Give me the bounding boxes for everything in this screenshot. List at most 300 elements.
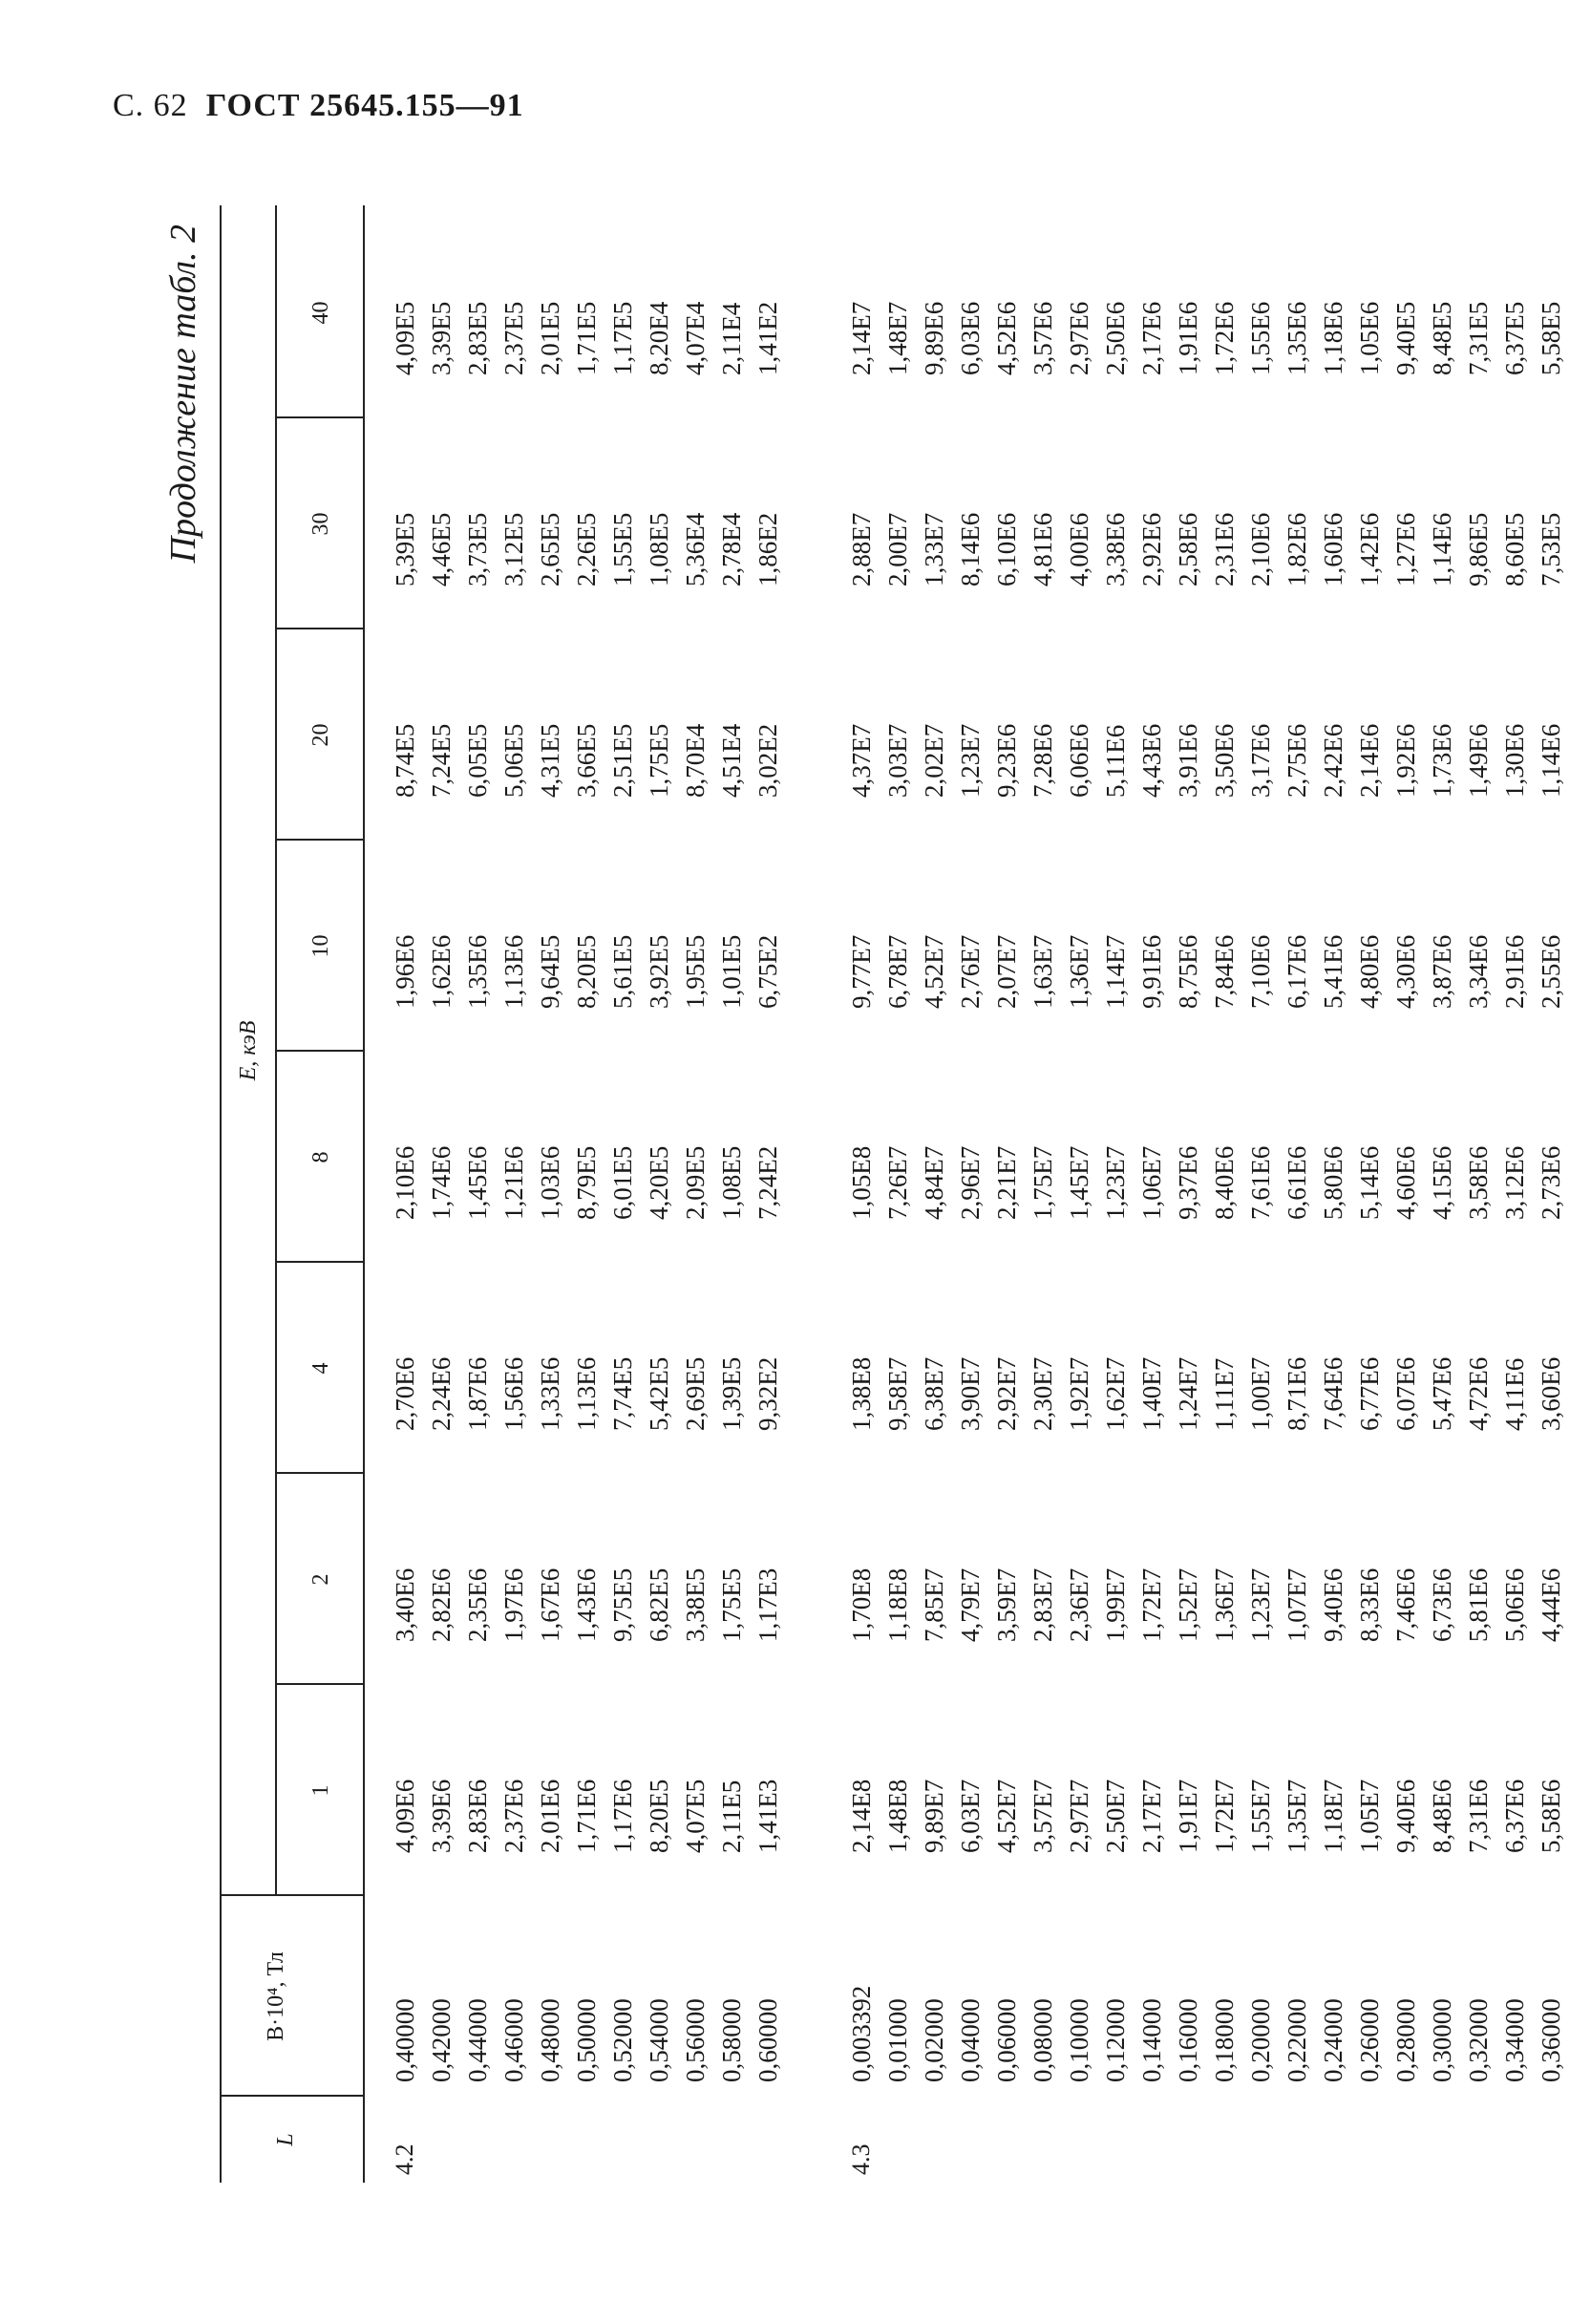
cell-value: 5,36E4 (681, 512, 710, 586)
cell-value: 9,40E5 (1391, 301, 1420, 375)
cell-value: 7,24E2 (753, 1145, 782, 1220)
cell-B: 0,52000 (608, 1998, 637, 2082)
cell-value: 1,40E7 (1137, 1356, 1166, 1431)
cell-value: 6,37E5 (1500, 301, 1529, 375)
cell-value: 1,72E7 (1210, 1779, 1239, 1853)
cell-value: 1,63E7 (1028, 934, 1057, 1009)
energy-header: 2 (308, 1573, 333, 1586)
cell-value: 5,06E6 (1500, 1567, 1529, 1642)
cell-value: 2,42E6 (1319, 723, 1347, 798)
cell-value: 2,09E5 (681, 1145, 710, 1220)
cell-value: 1,43E6 (572, 1567, 601, 1642)
cell-value: 5,58E6 (1537, 1779, 1565, 1853)
cell-value: 4,44E6 (1537, 1567, 1565, 1642)
cell-value: 4,07E4 (681, 301, 710, 375)
cell-B: 0,04000 (956, 1998, 985, 2082)
cell-value: 2,58E6 (1174, 512, 1202, 586)
cell-value: 4,31E5 (536, 723, 564, 798)
cell-value: 7,85E7 (920, 1567, 948, 1642)
cell-B: 0,26000 (1355, 1998, 1384, 2082)
cell-value: 1,55E7 (1246, 1779, 1275, 1853)
standard-number: ГОСТ 25645.155—91 (205, 88, 524, 123)
cell-value: 2,37E5 (499, 301, 528, 375)
cell-value: 1,35E7 (1283, 1779, 1311, 1853)
cell-value: 2,01E5 (536, 301, 564, 375)
cell-value: 1,18E6 (1319, 301, 1347, 375)
cell-B: 0,06000 (992, 1998, 1021, 2082)
cell-value: 5,06E5 (499, 723, 528, 798)
cell-B: 0,44000 (463, 1998, 492, 2082)
cell-value: 1,14E6 (1428, 512, 1456, 586)
energy-header: 20 (308, 723, 333, 747)
cell-value: 3,12E6 (1500, 1145, 1529, 1220)
cell-value: 1,42E6 (1355, 512, 1384, 586)
cell-B: 0,46000 (499, 1998, 528, 2082)
cell-value: 1,05E7 (1355, 1779, 1384, 1853)
cell-value: 4,11E6 (1500, 1357, 1529, 1431)
cell-value: 4,00E6 (1065, 512, 1093, 586)
cell-B: 0,54000 (645, 1998, 673, 2082)
cell-value: 1,08E5 (645, 512, 673, 586)
cell-value: 9,40E6 (1319, 1567, 1347, 1642)
cell-value: 1,74E6 (427, 1145, 456, 1220)
cell-value: 1,14E6 (1537, 723, 1565, 798)
cell-value: 6,77E6 (1355, 1356, 1384, 1431)
cell-value: 6,61E6 (1283, 1145, 1311, 1220)
cell-B: 0,20000 (1246, 1998, 1275, 2082)
cell-value: 2,14E8 (847, 1779, 876, 1853)
cell-value: 2,11E4 (717, 302, 746, 375)
cell-value: 4,09E5 (391, 301, 419, 375)
cell-B: 0,40000 (391, 1998, 419, 2082)
cell-value: 2,70E6 (391, 1356, 419, 1431)
cell-value: 8,48E5 (1428, 301, 1456, 375)
cell-value: 9,86E5 (1464, 512, 1493, 586)
cell-value: 7,84E6 (1210, 934, 1239, 1009)
cell-value: 5,80E6 (1319, 1145, 1347, 1220)
cell-B: 0,34000 (1500, 1998, 1529, 2082)
cell-value: 1,35E6 (463, 934, 492, 1009)
cell-value: 3,39E5 (427, 301, 456, 375)
cell-value: 3,40E6 (391, 1567, 419, 1642)
cell-value: 3,73E5 (463, 512, 492, 586)
cell-value: 2,50E7 (1101, 1779, 1130, 1853)
cell-value: 6,03E7 (956, 1779, 985, 1853)
cell-value: 2,14E7 (847, 301, 876, 375)
cell-B: 0,28000 (1391, 1998, 1420, 2082)
cell-value: 7,61E6 (1246, 1145, 1275, 1220)
cell-value: 1,23E7 (1246, 1567, 1275, 1642)
cell-value: 1,70E8 (847, 1567, 876, 1642)
cell-value: 1,13E6 (499, 934, 528, 1009)
table-top-rule (220, 205, 222, 2183)
cell-value: 3,58E6 (1464, 1145, 1493, 1220)
cell-value: 8,33E6 (1355, 1567, 1384, 1642)
cell-value: 2,10E6 (391, 1145, 419, 1220)
cell-value: 4,52E7 (920, 934, 948, 1009)
cell-value: 1,72E7 (1137, 1567, 1166, 1642)
cell-value: 1,39E5 (717, 1356, 746, 1431)
cell-B: 0,24000 (1319, 1998, 1347, 2082)
cell-value: 1,71E5 (572, 301, 601, 375)
cell-value: 1,06E7 (1137, 1145, 1166, 1220)
cell-value: 2,10E6 (1246, 512, 1275, 586)
cell-value: 1,05E8 (847, 1145, 876, 1220)
cell-value: 3,87E6 (1428, 934, 1456, 1009)
cell-value: 1,21E6 (499, 1145, 528, 1220)
rotated-table-block (162, 205, 1565, 2183)
cell-value: 1,48E8 (883, 1779, 912, 1853)
data-table (220, 205, 1565, 2183)
cell-value: 9,40E6 (1391, 1779, 1420, 1853)
cell-value: 1,30E6 (1500, 723, 1529, 798)
cell-value: 2,21E7 (992, 1145, 1021, 1220)
cell-value: 3,39E6 (427, 1779, 456, 1853)
cell-value: 4,15E6 (1428, 1145, 1456, 1220)
cell-value: 1,91E6 (1174, 301, 1202, 375)
cell-value: 5,11E6 (1101, 724, 1130, 798)
cell-value: 5,47E6 (1428, 1356, 1456, 1431)
cell-B: 0,02000 (920, 1998, 948, 2082)
cell-value: 1,52E7 (1174, 1567, 1202, 1642)
cell-value: 2,55E6 (1537, 934, 1565, 1009)
cell-B: 0,50000 (572, 1998, 601, 2082)
cell-value: 6,37E6 (1500, 1779, 1529, 1853)
cell-value: 9,75E5 (608, 1567, 637, 1642)
cell-value: 4,52E7 (992, 1779, 1021, 1853)
cell-B: 0,58000 (717, 1998, 746, 2082)
cell-B: 0,08000 (1028, 1998, 1057, 2082)
cell-value: 3,03E7 (883, 723, 912, 798)
cell-value: 2,01E6 (536, 1779, 564, 1853)
cell-value: 1,03E6 (536, 1145, 564, 1220)
cell-value: 9,37E6 (1174, 1145, 1202, 1220)
cell-value: 1,00E7 (1246, 1356, 1275, 1431)
cell-value: 3,92E5 (645, 934, 673, 1009)
cell-value: 3,12E5 (499, 512, 528, 586)
cell-B: 0,60000 (753, 1998, 782, 2082)
cell-value: 1,23E7 (1101, 1145, 1130, 1220)
cell-value: 1,82E6 (1283, 512, 1311, 586)
cell-value: 4,07E5 (681, 1779, 710, 1853)
cell-value: 6,82E5 (645, 1567, 673, 1642)
cell-value: 1,62E6 (427, 934, 456, 1009)
cell-value: 4,30E6 (1391, 934, 1420, 1009)
cell-value: 8,20E4 (645, 301, 673, 375)
cell-value: 1,36E7 (1210, 1567, 1239, 1642)
cell-value: 2,97E6 (1065, 301, 1093, 375)
cell-value: 6,17E6 (1283, 934, 1311, 1009)
cell-value: 1,72E6 (1210, 301, 1239, 375)
cell-value: 3,90E7 (956, 1356, 985, 1431)
cell-value: 2,76E7 (956, 934, 985, 1009)
cell-value: 1,23E7 (956, 723, 985, 798)
cell-value: 4,46E5 (427, 512, 456, 586)
cell-B: 0,12000 (1101, 1998, 1130, 2082)
cell-value: 8,48E6 (1428, 1779, 1456, 1853)
cell-B: 0,18000 (1210, 1998, 1239, 2082)
cell-value: 1,36E7 (1065, 934, 1093, 1009)
cell-value: 2,73E6 (1537, 1145, 1565, 1220)
cell-value: 1,24E7 (1174, 1356, 1202, 1431)
cell-value: 2,17E6 (1137, 301, 1166, 375)
energy-header: 40 (308, 301, 333, 325)
cell-value: 1,75E5 (717, 1567, 746, 1642)
cell-value: 1,01E5 (717, 934, 746, 1009)
cell-value: 2,83E6 (463, 1779, 492, 1853)
cell-value: 1,18E7 (1319, 1779, 1347, 1853)
cell-value: 8,14E6 (956, 512, 985, 586)
cell-value: 4,43E6 (1137, 723, 1166, 798)
cell-value: 5,14E6 (1355, 1145, 1384, 1220)
section-L-label: 4.3 (847, 2143, 875, 2175)
cell-value: 9,77E7 (847, 934, 876, 1009)
cell-value: 2,26E5 (572, 512, 601, 586)
cell-value: 2,31E6 (1210, 512, 1239, 586)
cell-value: 2,35E6 (463, 1567, 492, 1642)
cell-value: 7,28E6 (1028, 723, 1057, 798)
cell-value: 1,41E2 (753, 301, 782, 375)
cell-value: 2,24E6 (427, 1356, 456, 1431)
cell-value: 8,70E4 (681, 723, 710, 798)
cell-value: 2,91E6 (1500, 934, 1529, 1009)
cell-value: 3,38E6 (1101, 512, 1130, 586)
cell-value: 4,81E6 (1028, 512, 1057, 586)
cell-value: 3,17E6 (1246, 723, 1275, 798)
cell-value: 5,39E5 (391, 512, 419, 586)
cell-value: 1,62E7 (1101, 1356, 1130, 1431)
cell-value: 3,57E6 (1028, 301, 1057, 375)
cell-value: 4,84E7 (920, 1145, 948, 1220)
cell-B: 0,42000 (427, 1998, 456, 2082)
cell-value: 1,48E7 (883, 301, 912, 375)
cell-value: 6,06E6 (1065, 723, 1093, 798)
cell-value: 1,35E6 (1283, 301, 1311, 375)
cell-value: 1,95E5 (681, 934, 710, 1009)
cell-B: 0,30000 (1428, 1998, 1456, 2082)
cell-value: 1,96E6 (391, 934, 419, 1009)
cell-value: 8,20E5 (645, 1779, 673, 1853)
cell-value: 2,07E7 (992, 934, 1021, 1009)
cell-value: 9,32E2 (753, 1356, 782, 1431)
cell-value: 1,14E7 (1101, 934, 1130, 1009)
cell-value: 4,51E4 (717, 723, 746, 798)
cell-value: 3,57E7 (1028, 1779, 1057, 1853)
cell-value: 1,55E5 (608, 512, 637, 586)
cell-value: 9,89E7 (920, 1779, 948, 1853)
cell-value: 5,81E6 (1464, 1567, 1493, 1642)
cell-value: 1,38E8 (847, 1356, 876, 1431)
cell-value: 1,92E6 (1391, 723, 1420, 798)
cell-value: 1,07E7 (1283, 1567, 1311, 1642)
cell-B: 0,32000 (1464, 1998, 1493, 2082)
cell-value: 4,37E7 (847, 723, 876, 798)
cell-value: 6,05E5 (463, 723, 492, 798)
cell-value: 1,41E3 (753, 1779, 782, 1853)
cell-value: 1,49E6 (1464, 723, 1493, 798)
cell-value: 1,92E7 (1065, 1356, 1093, 1431)
cell-value: 1,08E5 (717, 1145, 746, 1220)
cell-B: 0,36000 (1537, 1998, 1565, 2082)
header-B: B·10⁴, Тл (264, 1951, 288, 2041)
cell-value: 2,97E7 (1065, 1779, 1093, 1853)
cell-value: 6,03E6 (956, 301, 985, 375)
cell-value: 1,67E6 (536, 1567, 564, 1642)
cell-value: 4,72E6 (1464, 1356, 1493, 1431)
cell-value: 3,60E6 (1537, 1356, 1565, 1431)
energy-header: 1 (308, 1784, 333, 1797)
cell-value: 8,40E6 (1210, 1145, 1239, 1220)
page-header (113, 88, 524, 124)
header-bottom-rule (363, 205, 365, 2183)
cell-value: 1,99E7 (1101, 1567, 1130, 1642)
cell-value: 4,52E6 (992, 301, 1021, 375)
page-number: С. 62 (113, 88, 188, 123)
cell-value: 4,09E6 (391, 1779, 419, 1853)
cell-value: 1,56E6 (499, 1356, 528, 1431)
cell-value: 7,26E7 (883, 1145, 912, 1220)
cell-value: 3,02E2 (753, 723, 782, 798)
header-energy-group: E, кэВ (236, 1020, 261, 1081)
cell-value: 6,01E5 (608, 1145, 637, 1220)
cell-value: 1,73E6 (1428, 723, 1456, 798)
cell-value: 2,88E7 (847, 512, 876, 586)
cell-value: 2,02E7 (920, 723, 948, 798)
cell-value: 1,75E5 (645, 723, 673, 798)
cell-value: 7,64E6 (1319, 1356, 1347, 1431)
cell-value: 6,75E2 (753, 934, 782, 1009)
cell-value: 2,78E4 (717, 512, 746, 586)
cell-value: 1,17E3 (753, 1567, 782, 1642)
cell-value: 3,59E7 (992, 1567, 1021, 1642)
cell-value: 2,96E7 (956, 1145, 985, 1220)
cell-value: 1,33E6 (536, 1356, 564, 1431)
cell-value: 2,92E7 (992, 1356, 1021, 1431)
cell-B: 0,003392 (847, 1985, 876, 2082)
cell-B: 0,22000 (1283, 1998, 1311, 2082)
cell-value: 1,55E6 (1246, 301, 1275, 375)
cell-value: 4,20E5 (645, 1145, 673, 1220)
cell-value: 9,64E5 (536, 934, 564, 1009)
cell-value: 7,46E6 (1391, 1567, 1420, 1642)
cell-value: 8,79E5 (572, 1145, 601, 1220)
energy-header: 4 (308, 1362, 333, 1375)
cell-value: 7,53E5 (1537, 512, 1565, 586)
cell-value: 4,80E6 (1355, 934, 1384, 1009)
cell-value: 7,10E6 (1246, 934, 1275, 1009)
cell-value: 2,75E6 (1283, 723, 1311, 798)
cell-B: 0,14000 (1137, 1998, 1166, 2082)
cell-value: 5,42E5 (645, 1356, 673, 1431)
cell-value: 7,24E5 (427, 723, 456, 798)
cell-value: 1,75E7 (1028, 1145, 1057, 1220)
cell-value: 2,65E5 (536, 512, 564, 586)
cell-value: 1,45E6 (463, 1145, 492, 1220)
cell-value: 9,23E6 (992, 723, 1021, 798)
cell-value: 1,13E6 (572, 1356, 601, 1431)
section-L-label: 4.2 (391, 2143, 418, 2175)
cell-value: 6,07E6 (1391, 1356, 1420, 1431)
cell-value: 9,58E7 (883, 1356, 912, 1431)
cell-value: 2,00E7 (883, 512, 912, 586)
cell-value: 1,97E6 (499, 1567, 528, 1642)
cell-B: 0,16000 (1174, 1998, 1202, 2082)
cell-value: 2,37E6 (499, 1779, 528, 1853)
cell-value: 8,60E5 (1500, 512, 1529, 586)
cell-value: 5,58E5 (1537, 301, 1565, 375)
cell-value: 8,71E6 (1283, 1356, 1311, 1431)
cell-value: 1,18E8 (883, 1567, 912, 1642)
cell-value: 1,86E2 (753, 512, 782, 586)
cell-value: 6,10E6 (992, 512, 1021, 586)
cell-value: 1,27E6 (1391, 512, 1420, 586)
energy-header: 30 (308, 512, 333, 536)
cell-value: 2,69E5 (681, 1356, 710, 1431)
cell-value: 8,74E5 (391, 723, 419, 798)
cell-value: 1,60E6 (1319, 512, 1347, 586)
cell-value: 2,36E7 (1065, 1567, 1093, 1642)
cell-value: 6,78E7 (883, 934, 912, 1009)
cell-value: 2,17E7 (1137, 1779, 1166, 1853)
cell-value: 4,79E7 (956, 1567, 985, 1642)
cell-value: 4,60E6 (1391, 1145, 1420, 1220)
cell-value: 6,38E7 (920, 1356, 948, 1431)
cell-value: 3,38E5 (681, 1567, 710, 1642)
cell-value: 1,87E6 (463, 1356, 492, 1431)
cell-B: 0,01000 (883, 1998, 912, 2082)
cell-value: 1,11E7 (1210, 1357, 1239, 1431)
header-L: L (273, 2133, 298, 2146)
cell-value: 1,05E6 (1355, 301, 1384, 375)
cell-value: 6,73E6 (1428, 1567, 1456, 1642)
cell-value: 2,83E5 (463, 301, 492, 375)
cell-value: 9,89E6 (920, 301, 948, 375)
cell-B: 0,56000 (681, 1998, 710, 2082)
cell-value: 1,33E7 (920, 512, 948, 586)
cell-value: 8,20E5 (572, 934, 601, 1009)
cell-value: 1,45E7 (1065, 1145, 1093, 1220)
cell-value: 2,11E5 (717, 1780, 746, 1853)
cell-value: 3,50E6 (1210, 723, 1239, 798)
cell-B: 0,48000 (536, 1998, 564, 2082)
cell-value: 1,71E6 (572, 1779, 601, 1853)
table-caption: Продолжение табл. 2 (163, 224, 203, 564)
cell-value: 2,30E7 (1028, 1356, 1057, 1431)
cell-value: 1,17E5 (608, 301, 637, 375)
cell-value: 2,50E6 (1101, 301, 1130, 375)
cell-B: 0,10000 (1065, 1998, 1093, 2082)
cell-value: 2,92E6 (1137, 512, 1166, 586)
cell-value: 7,74E5 (608, 1356, 637, 1431)
cell-value: 1,91E7 (1174, 1779, 1202, 1853)
cell-value: 7,31E5 (1464, 301, 1493, 375)
cell-value: 1,17E6 (608, 1779, 637, 1853)
cell-value: 3,91E6 (1174, 723, 1202, 798)
cell-value: 2,83E7 (1028, 1567, 1057, 1642)
energy-header: 10 (308, 934, 333, 958)
energy-header: 8 (308, 1151, 333, 1163)
cell-value: 5,41E6 (1319, 934, 1347, 1009)
cell-value: 3,34E6 (1464, 934, 1493, 1009)
cell-value: 7,31E6 (1464, 1779, 1493, 1853)
cell-value: 2,51E5 (608, 723, 637, 798)
cell-value: 3,66E5 (572, 723, 601, 798)
cell-value: 2,82E6 (427, 1567, 456, 1642)
cell-value: 2,14E6 (1355, 723, 1384, 798)
cell-value: 8,75E6 (1174, 934, 1202, 1009)
cell-value: 9,91E6 (1137, 934, 1166, 1009)
cell-value: 5,61E5 (608, 934, 637, 1009)
